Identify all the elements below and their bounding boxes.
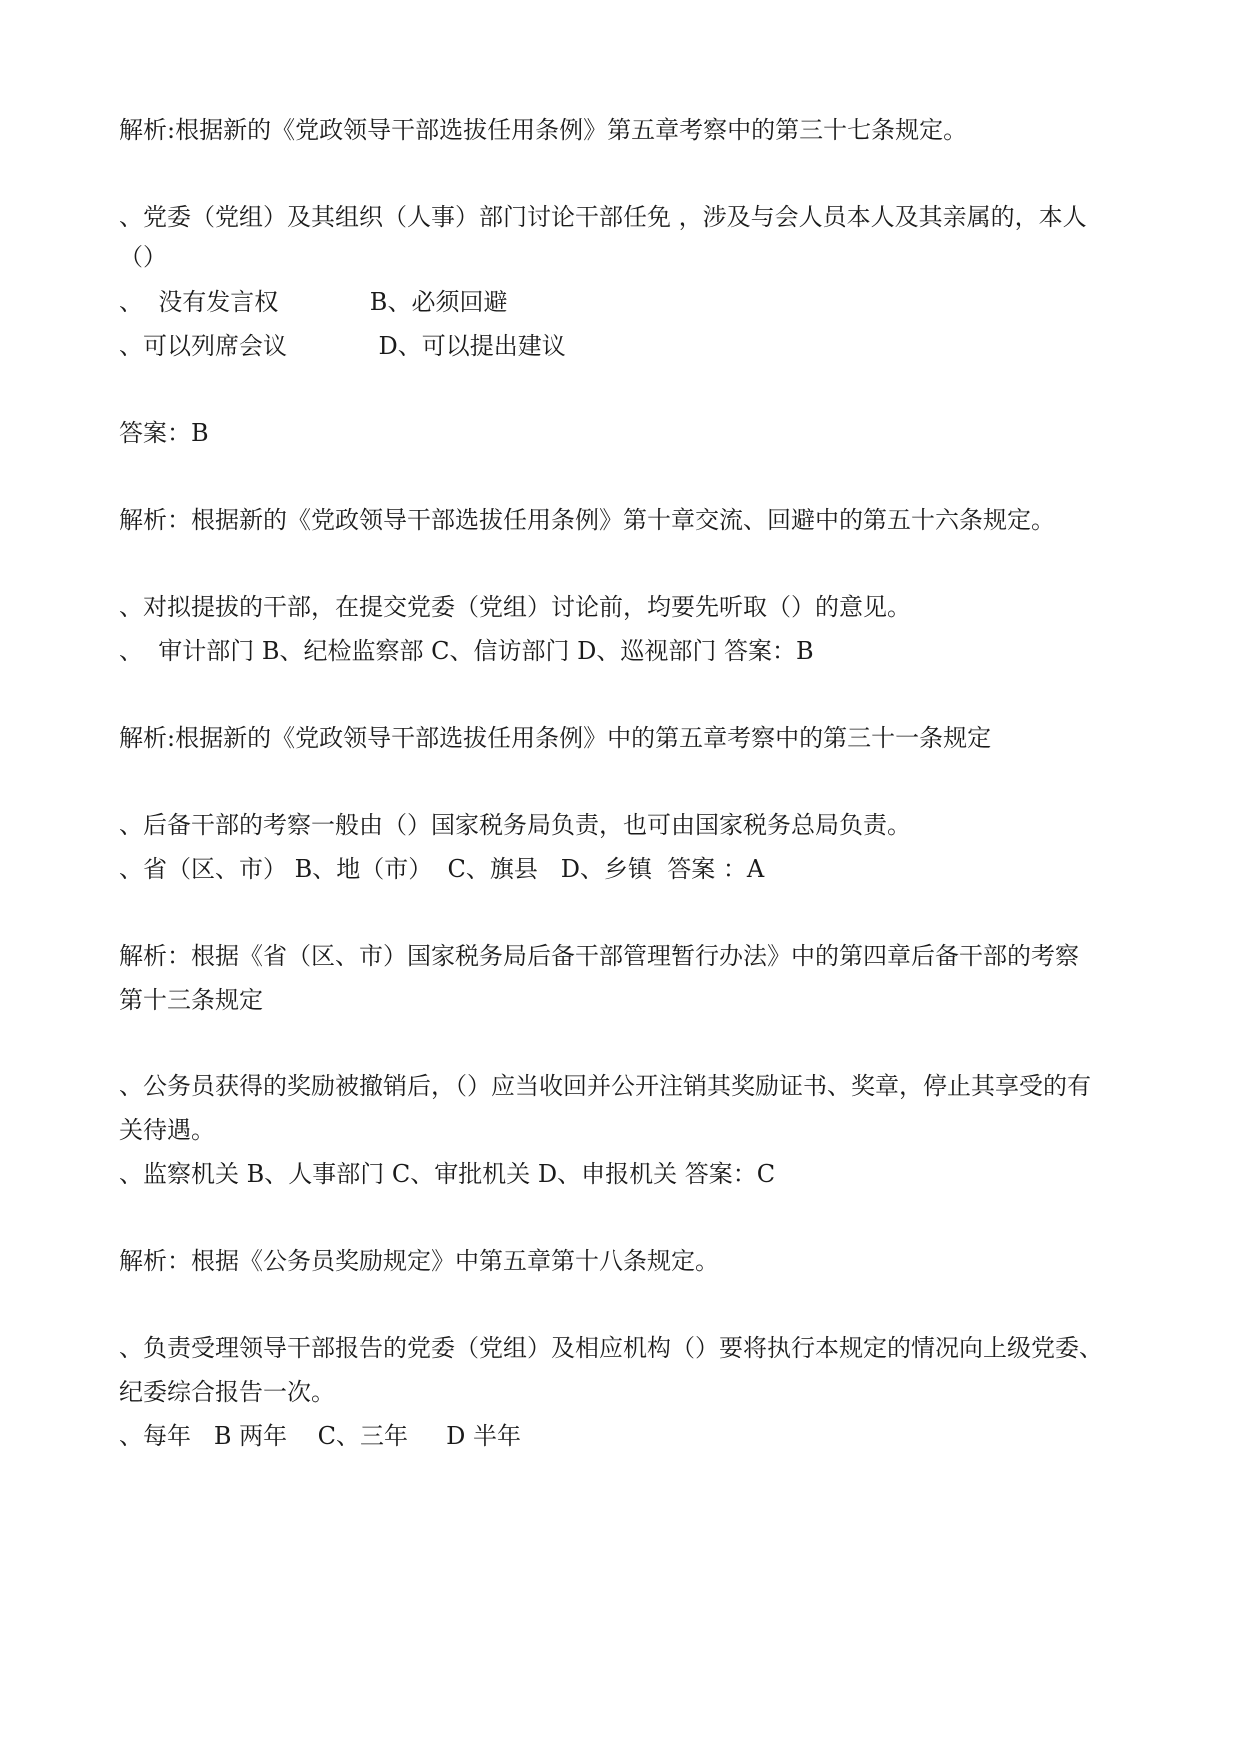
analysis-line: 解析：根据《省（区、市）国家税务局后备干部管理暂行办法》中的第四章后备干部的考察 bbox=[119, 942, 1079, 970]
question-line: 、党委（党组）及其组织（人事）部门讨论干部任免 ，涉及与会人员本人及其亲属的，本人 bbox=[119, 203, 1087, 231]
analysis-line: 解析：根据新的《党政领导干部选拔任用条例》第十章交流、回避中的第五十六条规定。 bbox=[119, 506, 1055, 534]
option-line: 、每年 B 两年 C、三年 D 半年 bbox=[119, 1422, 522, 1450]
analysis-line: 解析:根据新的《党政领导干部选拔任用条例》第五章考察中的第三十七条规定。 bbox=[119, 116, 968, 144]
question-line: （） bbox=[119, 243, 167, 271]
option-line: 、可以列席会议 D、可以提出建议 bbox=[119, 332, 566, 360]
option-line: 、省（区、市） B、地（市） C、旗县 D、乡镇 答案 ：A bbox=[119, 855, 765, 883]
analysis-line: 解析:根据新的《党政领导干部选拔任用条例》中的第五章考察中的第三十一条规定 bbox=[119, 724, 992, 752]
option-line: 、 审计部门 B、纪检监察部 C、信访部门 D、巡视部门 答案：B bbox=[119, 637, 814, 665]
answer-line: 答案：B bbox=[119, 419, 209, 447]
question-line: 纪委综合报告一次。 bbox=[119, 1378, 335, 1406]
analysis-line: 第十三条规定 bbox=[119, 986, 263, 1014]
question-line: 、负责受理领导干部报告的党委（党组）及相应机构（）要将执行本规定的情况向上级党委、 bbox=[119, 1334, 1103, 1362]
question-line: 、公务员获得的奖励被撤销后，（）应当收回并公开注销其奖励证书、奖章，停止其享受的有 bbox=[119, 1072, 1091, 1100]
option-line: 、 没有发言权 B、必须回避 bbox=[119, 288, 508, 316]
question-line: 关待遇。 bbox=[119, 1116, 215, 1144]
analysis-line: 解析：根据《公务员奖励规定》中第五章第十八条规定。 bbox=[119, 1247, 719, 1275]
option-line: 、监察机关 B、人事部门 C、审批机关 D、申报机关 答案：C bbox=[119, 1160, 776, 1188]
question-line: 、对拟提拔的干部，在提交党委（党组）讨论前，均要先听取（）的意见。 bbox=[119, 593, 911, 621]
question-line: 、后备干部的考察一般由（）国家税务局负责，也可由国家税务总局负责。 bbox=[119, 811, 911, 839]
